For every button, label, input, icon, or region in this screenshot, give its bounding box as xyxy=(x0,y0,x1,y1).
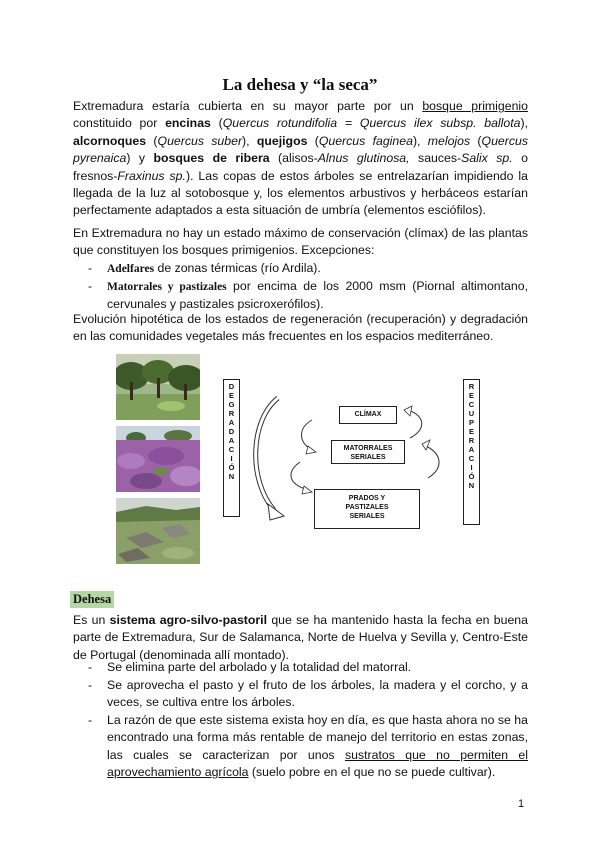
list-item: - Adelfares de zonas térmicas (río Ardila). xyxy=(88,261,321,275)
page-title: La dehesa y “la seca” xyxy=(222,75,378,94)
term-bosques-de-ribera: bosques de ribera xyxy=(153,151,270,166)
matorrales-box: MATORRALES SERIALES xyxy=(331,440,405,464)
dehesa-paragraph: Es un sistema agro-silvo-pastoril que se ha mantenido hasta la fecha en buena parte de Extremadura, Sur de Salamanca, Norte de Huelva y Sevilla y, Centro-Este de Portugal (denominada allí montado). xyxy=(73,613,528,662)
arrow-prados-to-matorrales-icon xyxy=(426,446,439,478)
degradation-arrowhead-icon xyxy=(268,504,284,520)
oak-forest-photo xyxy=(116,354,200,420)
grassland-rocks-photo xyxy=(116,498,200,564)
intro-paragraph: Extremadura estaría cubierta en su mayor parte por un bosque primigenio constituido por encinas (Quercus rotundifolia = Quercus ilex subsp. ballota), alcornoques (Quercus suber), quejigos (Quercus faginea), melojos (Quercus pyrenaica) y bosques de ribera (alisos-Alnus glutinosa, sauces-Salix sp. o fresnos-Fraxinus sp.). Las copas de estos árboles se entrelazarían impidiendo la llegada de la luz al sotobosque y, los elementos arbustivos y herbáceos estarían perfectamente adaptados a esta situación de umbría (elementos esciófilos). xyxy=(73,99,528,218)
arrow-climax-to-matorrales-icon xyxy=(302,420,313,450)
section-heading-dehesa: Dehesa xyxy=(70,591,114,608)
degradacion-bar: D E G R A D A C I Ó N xyxy=(223,379,240,517)
climax-paragraph: En Extremadura no hay un estado máximo de conservación (clímax) de las plantas que constituyen los bosques primigenios. Excepciones: xyxy=(73,226,528,258)
list-item: - La razón de que este sistema exista hoy en día, es que hasta ahora no se ha encontrado una forma más rentable de manejo del territorio en estas zonas, las cuales se caracterizan por unos sustratos que no permiten el aprovechamiento agrícola (suelo pobre en el que no se puede cultivar). xyxy=(88,713,528,780)
climax-box: CLÍMAX xyxy=(339,406,397,424)
list-item: - Se elimina parte del arbolado y la totalidad del matorral. xyxy=(88,660,412,674)
term-encinas: encinas xyxy=(165,116,211,131)
term-bosque-primigenio: bosque primigenio xyxy=(422,99,528,113)
page-number: 1 xyxy=(518,798,525,810)
term-sistema-agro-silvo-pastoril: sistema agro-silvo-pastoril xyxy=(109,613,268,627)
lavender-shrubland-photo xyxy=(116,426,200,492)
recuperacion-bar: R E C U P E R A C I Ó N xyxy=(463,379,480,525)
list-item: - Se aprovecha el pasto y el fruto de los árboles, la madera y el corcho, y a veces, se cultiva entre los árboles. xyxy=(88,678,528,710)
list-item: - Matorrales y pastizales por encima de los 2000 msm (Piornal altimontano, cervunales y pastizales psicroxerófilos). xyxy=(88,279,528,312)
degradation-arrow-icon xyxy=(256,398,278,510)
prados-box: PRADOS Y PASTIZALES SERIALES xyxy=(314,489,420,529)
term-alcornoques: alcornoques xyxy=(73,133,147,148)
evolution-paragraph: Evolución hipotética de los estados de regeneración (recuperación) y degradación en las comunidades vegetales más frecuentes en los espacios mediterráneo. xyxy=(73,312,528,344)
arrow-matorrales-to-prados-icon xyxy=(291,462,308,490)
term-quejigos: quejigos xyxy=(256,133,308,148)
